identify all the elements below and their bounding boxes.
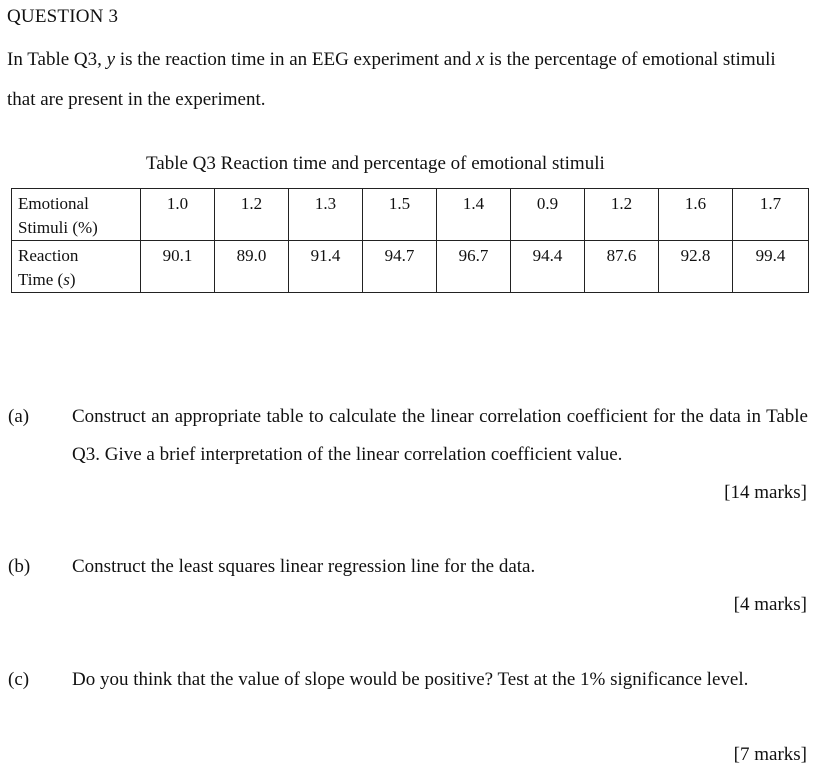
table-cell: 87.6	[585, 241, 659, 293]
data-table	[11, 188, 809, 293]
table-cell: 94.4	[511, 241, 585, 293]
table-cell: 0.9	[511, 189, 585, 241]
question-heading: QUESTION 3	[7, 6, 119, 27]
table-cell: 89.0	[215, 241, 289, 293]
table-row-emotional-stimuli	[12, 189, 809, 241]
part-a-marks: [14 marks]	[724, 482, 807, 503]
table-cell: 1.3	[289, 189, 363, 241]
row-label-line: Emotional	[18, 194, 89, 213]
intro-part-1: In Table Q3,	[7, 49, 107, 70]
table-cell: 1.4	[437, 189, 511, 241]
row-label-text: Time (	[18, 270, 64, 289]
table-cell: 1.2	[585, 189, 659, 241]
row-label-line	[18, 268, 135, 292]
table-cell: 1.5	[363, 189, 437, 241]
table-caption: Table Q3 Reaction time and percentage of emotional stimuli	[146, 153, 605, 174]
row-label-reaction-time	[12, 241, 141, 293]
table-row-reaction-time	[12, 241, 809, 293]
row-label-emotional-stimuli	[12, 189, 141, 241]
table-cell: 99.4	[733, 241, 809, 293]
question-intro	[7, 40, 807, 120]
table-cell: 90.1	[141, 241, 215, 293]
part-b-marks: [4 marks]	[733, 594, 807, 615]
unit-seconds: s	[63, 270, 70, 289]
intro-part-3: is the percentage of emotional stimuli that are present in the experiment.	[7, 49, 776, 110]
row-label-line: Stimuli (%)	[18, 218, 98, 237]
table-cell: 1.2	[215, 189, 289, 241]
table-cell: 92.8	[659, 241, 733, 293]
row-label-close: )	[69, 270, 76, 289]
part-b-label: (b)	[8, 556, 31, 577]
part-a-label: (a)	[8, 406, 30, 427]
part-c-label: (c)	[8, 669, 30, 690]
table-cell: 1.6	[659, 189, 733, 241]
part-a-text: Construct an appropriate table to calculate the linear correlation coefficient for the data in Table Q3. Give a brief interpretation of the linear correlation coefficient value.	[72, 406, 808, 465]
table-cell: 94.7	[363, 241, 437, 293]
intro-part-2: is the reaction time in an EEG experiment and	[115, 49, 476, 70]
table-cell: 1.0	[141, 189, 215, 241]
part-c-marks: [7 marks]	[733, 744, 807, 765]
part-b-text: Construct the least squares linear regression line for the data.	[72, 556, 536, 577]
variable-x: x	[475, 49, 485, 70]
part-c-text: Do you think that the value of slope would be positive? Test at the 1% significance level.	[72, 669, 749, 690]
variable-y: y	[106, 49, 116, 70]
table-cell: 96.7	[437, 241, 511, 293]
row-label-line: Reaction	[18, 246, 79, 265]
table-cell: 91.4	[289, 241, 363, 293]
table-cell: 1.7	[733, 189, 809, 241]
